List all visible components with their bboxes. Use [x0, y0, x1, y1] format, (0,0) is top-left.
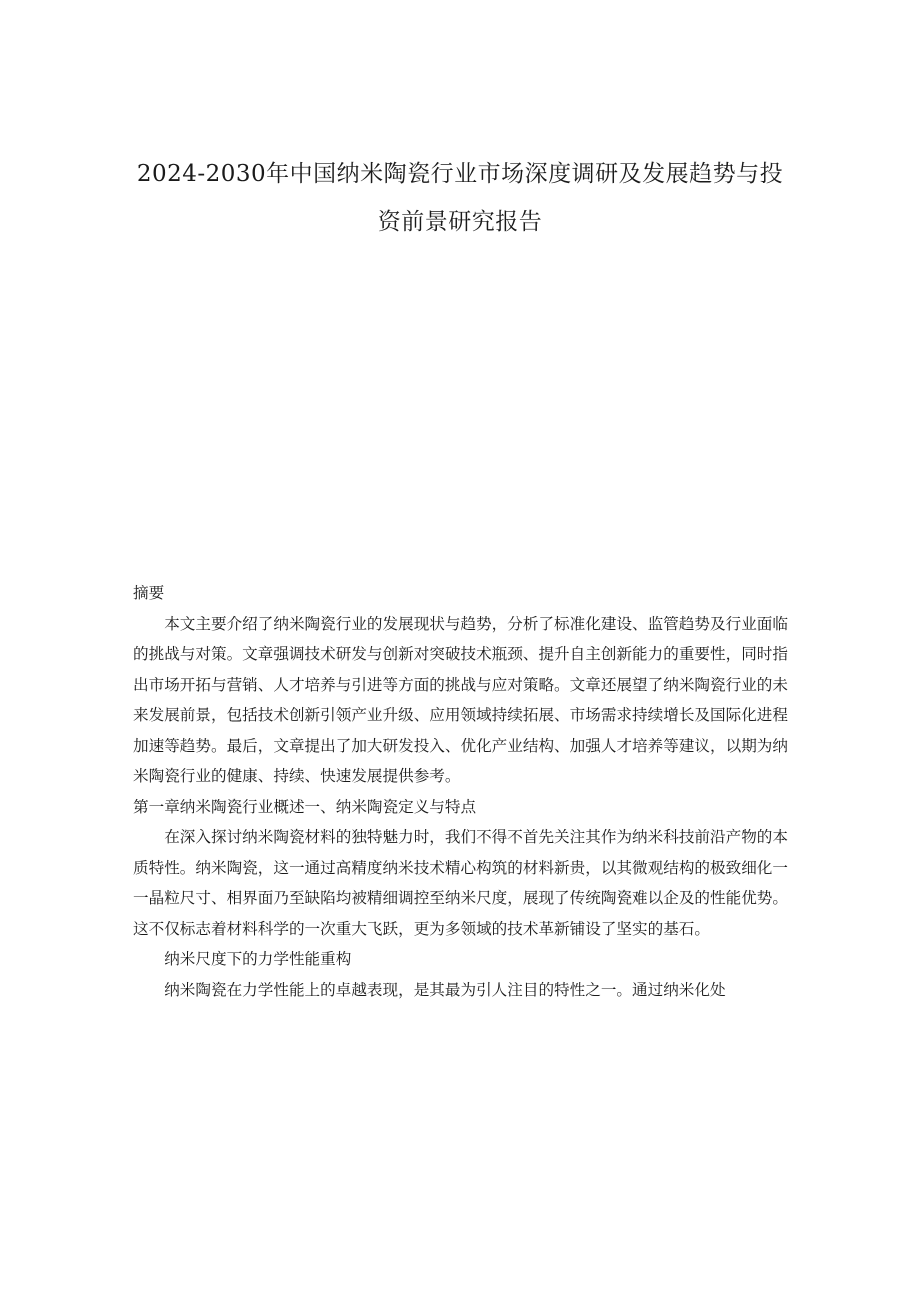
subsection-paragraph: 纳米陶瓷在力学性能上的卓越表现，是其最为引人注目的特性之一。通过纳米化处 — [164, 980, 726, 999]
abstract-heading: 摘要 — [133, 584, 165, 602]
chapter-paragraph: 在深入探讨纳米陶瓷材料的独特魅力时，我们不得不首先关注其作为纳米科技前沿产物的本质特性。纳米陶瓷，这一通过高精度纳米技术精心构筑的材料新贵，以其微观结构的极致细化一一晶粒尺寸、相界面乃至缺陷均被精细调控至纳米尺度，展现了传统陶瓷难以企及的性能优势。这不仅标志着材料科学的一次重大飞跃，更为多领域的技术革新铺设了坚实的基石。 — [133, 828, 788, 938]
document-title: 2024-2030年中国纳米陶瓷行业市场深度调研及发展趋势与投资前景研究报告 — [136, 161, 784, 235]
document-body — [133, 578, 788, 1005]
subsection-heading: 纳米尺度下的力学性能重构 — [164, 950, 352, 968]
abstract-paragraph: 本文主要介绍了纳米陶瓷行业的发展现状与趋势，分析了标准化建设、监管趋势及行业面临的挑战与对策。文章强调技术研发与创新对突破技术瓶颈、提升自主创新能力的重要性，同时指出市场开拓与营销、人才培养与引进等方面的挑战与应对策略。文章还展望了纳米陶瓷行业的未来发展前景，包括技术创新引领产业升级、应用领域持续拓展、市场需求持续增长及国际化进程加速等趋势。最后，文章提出了加大研发投入、优化产业结构、加强人才培养等建议，以期为纳米陶瓷行业的健康、持续、快速发展提供参考。 — [133, 614, 788, 785]
chapter-heading: 第一章纳米陶瓷行业概述一、纳米陶瓷定义与特点 — [133, 797, 477, 816]
